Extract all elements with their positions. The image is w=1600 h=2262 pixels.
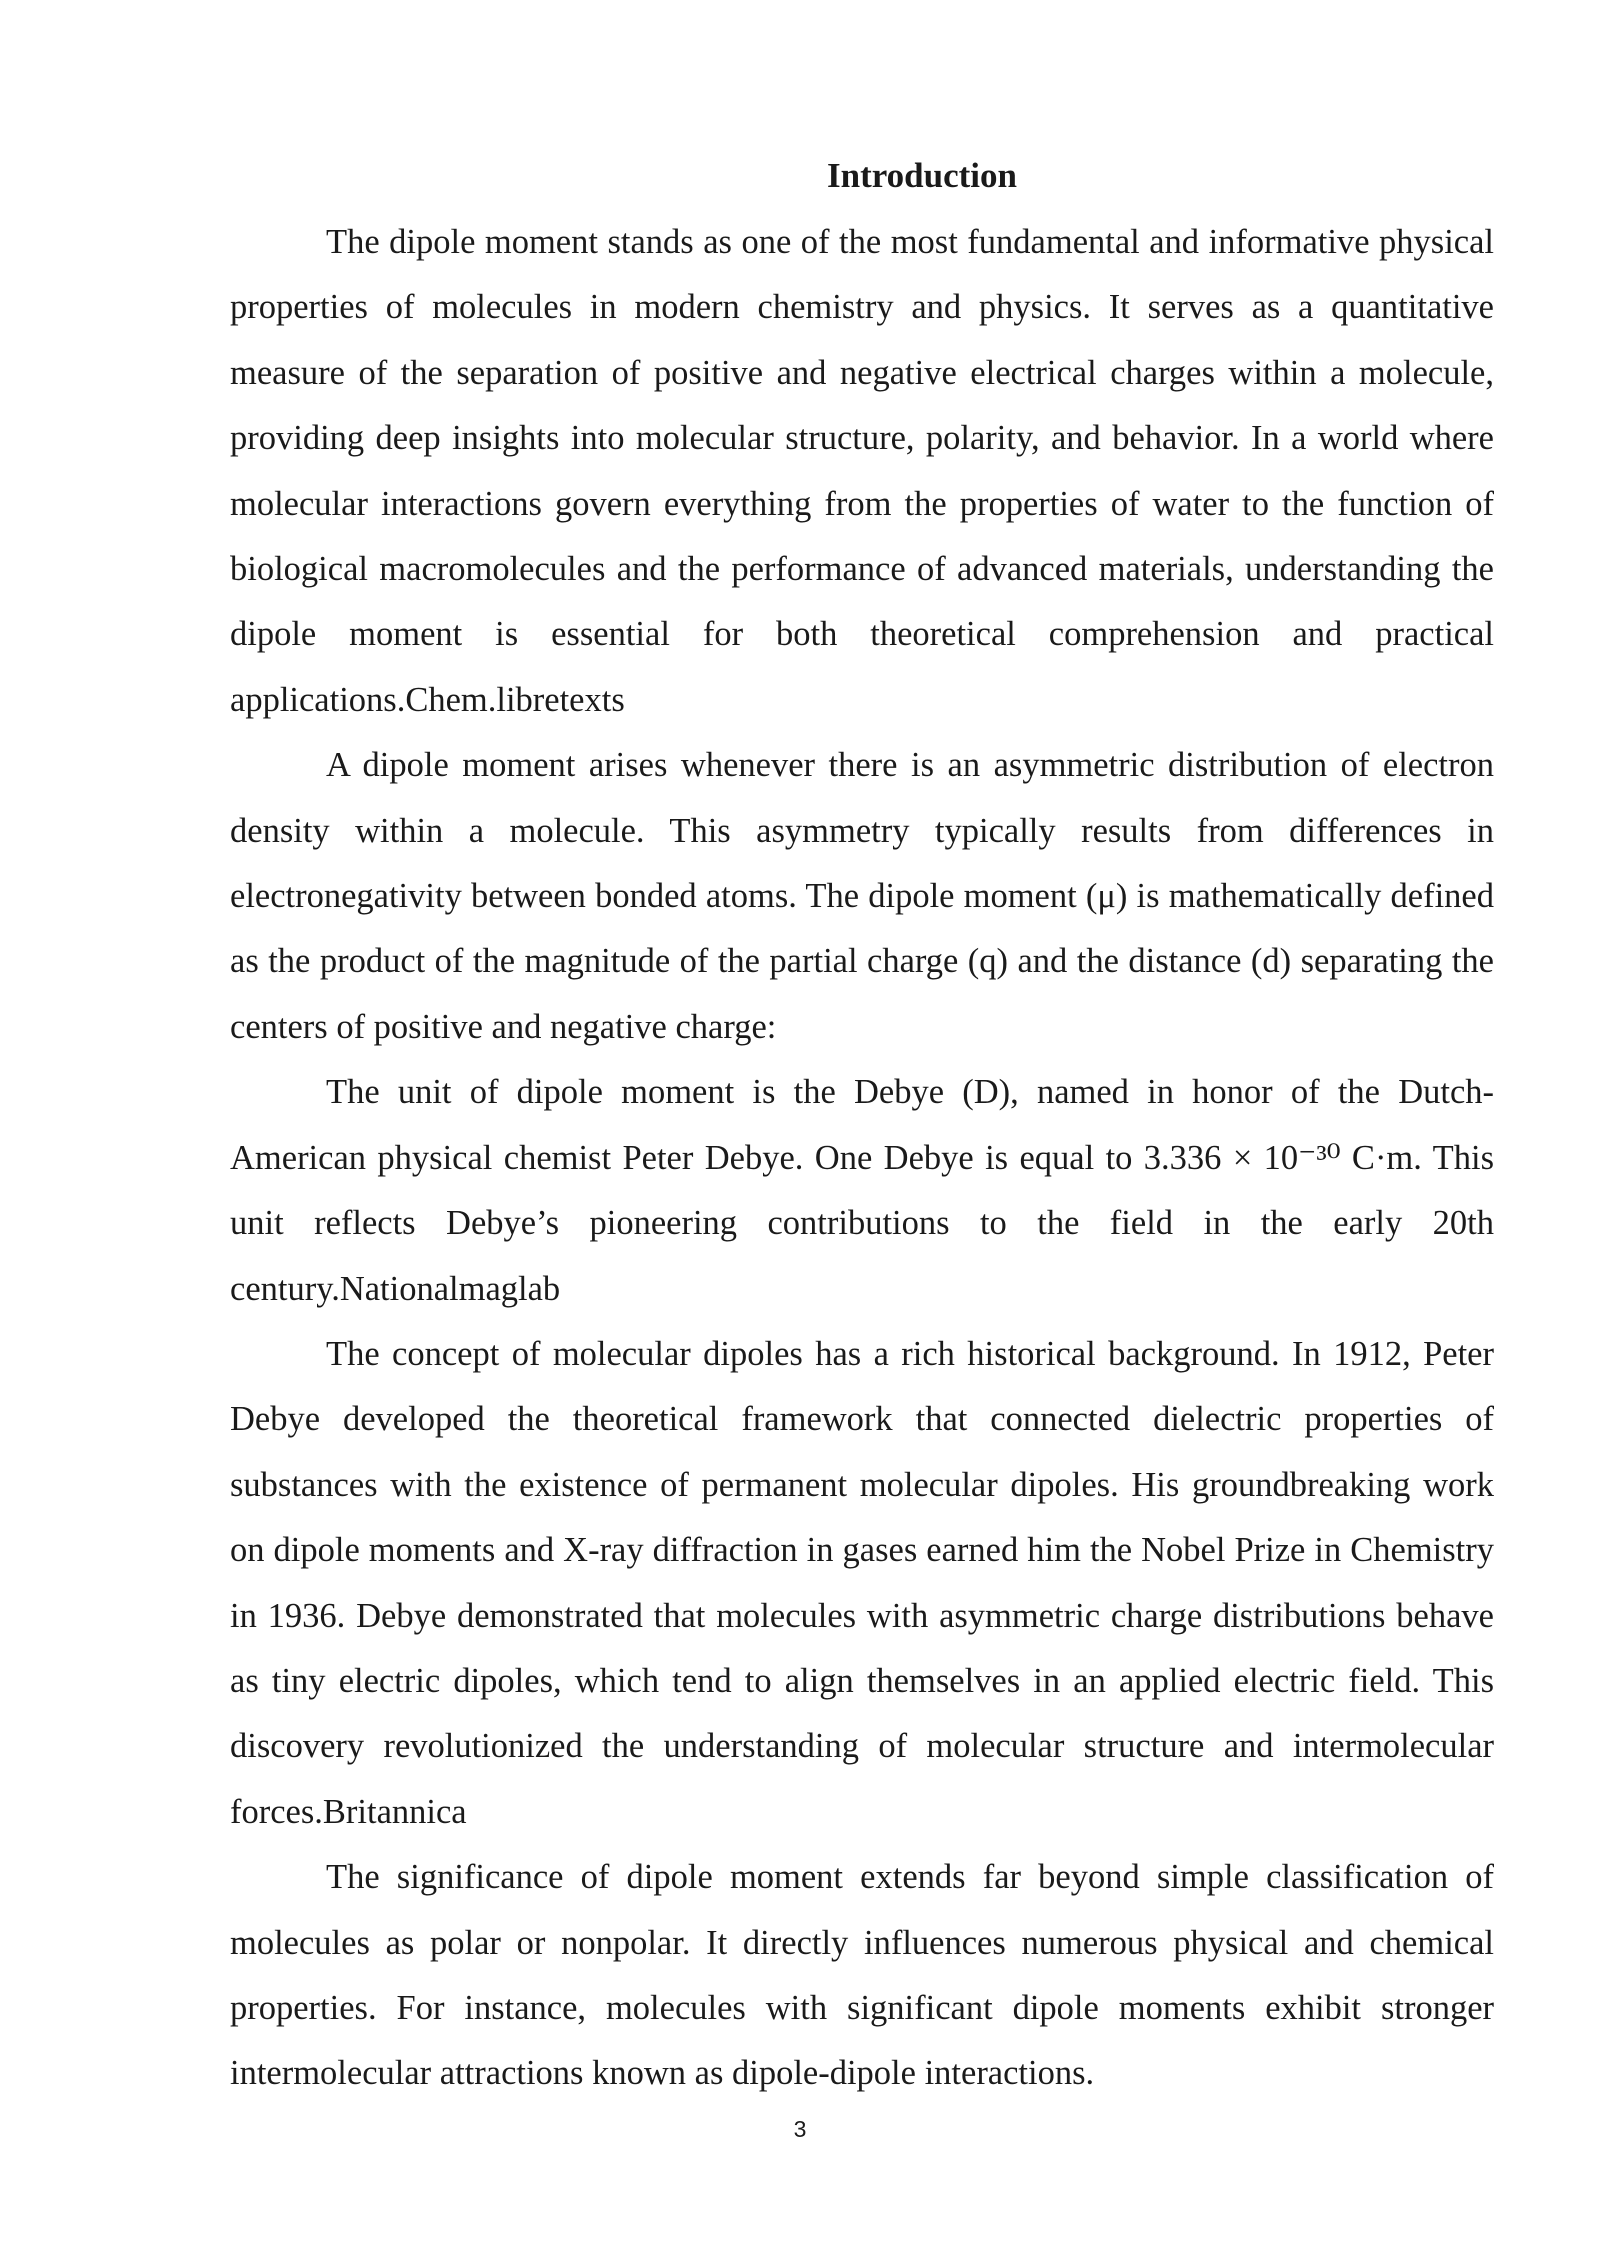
- paragraph-intro: The dipole moment stands as one of the most fundamental and informative physical properties of molecules in modern chemistry and physics. It serves as a quantitative measure of the separation of positive and negative electrical charges within a molecule, providing deep insights into molecular structure, polarity, and behavior. In a world where molecular interactions govern everything from the properties of water to the function of biological macromolecules and the performance of advanced materials, understanding the dipole moment is essential for both theoretical comprehension and practical applications.Chem.libretexts: [230, 223, 1494, 719]
- paragraph-significance: The significance of dipole moment extends far beyond simple classification of molecules as polar or nonpolar. It directly influences numerous physical and chemical properties. For instance, molecules with significant dipole moments exhibit stronger intermolecular attractions known as dipole-dipole interactions.: [230, 1858, 1494, 2093]
- paragraph-history: The concept of molecular dipoles has a rich historical background. In 1912, Peter Debye developed the theoretical framework that connected dielectric properties of substances with the existence of permanent molecular dipoles. His groundbreaking work on dipole moments and X-ray diffraction in gases earned him the Nobel Prize in Chemistry in 1936. Debye demonstrated that molecules with asymmetric charge distributions behave as tiny electric dipoles, which tend to align themselves in an applied electric field. This discovery revolutionized the understanding of molecular structure and intermolecular forces.Britannica: [230, 1334, 1494, 1831]
- paragraph-dipole-definition: A dipole moment arises whenever there is an asymmetric distribution of electron density within a molecule. This asymmetry typically results from differences in electronegativity between bonded atoms. The dipole moment (μ) is mathematically defined as the product of the magnitude of the partial charge (q) and the distance (d) separating the centers of positive and negative charge:: [230, 746, 1494, 1046]
- section-title: Introduction: [827, 156, 1017, 195]
- paragraph-debye-unit: The unit of dipole moment is the Debye (D), named in honor of the Dutch-American physical chemist Peter Debye. One Debye is equal to 3.336 × 10⁻³⁰ C·m. This unit reflects Debye’s pioneering contributions to the field in the early 20th century.Nationalmaglab: [230, 1073, 1494, 1308]
- page-number: 3: [793, 2116, 807, 2142]
- page-content: [230, 148, 1494, 2107]
